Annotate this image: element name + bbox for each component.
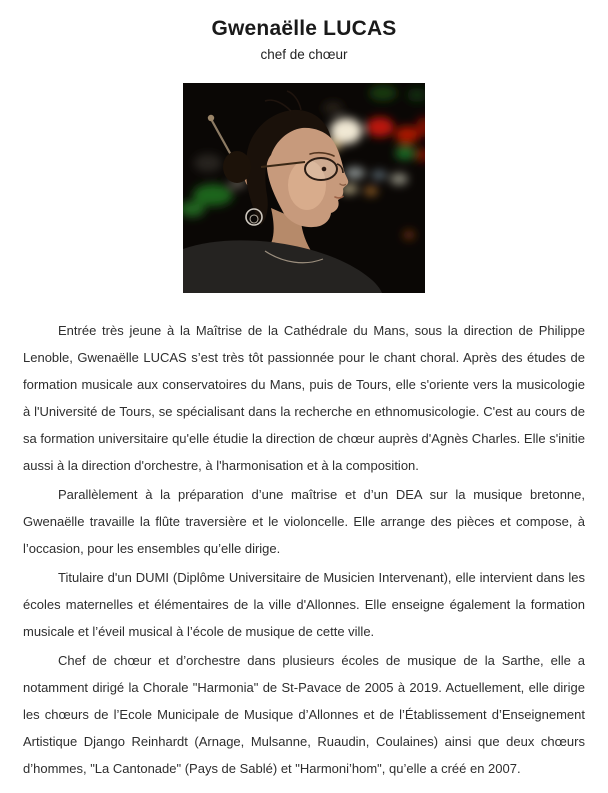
hair-stick-knob	[208, 115, 214, 121]
page-title: Gwenaëlle LUCAS	[211, 17, 397, 40]
portrait-photo	[183, 83, 425, 293]
page-subtitle: chef de chœur	[260, 47, 348, 62]
biography-paragraph-4: Chef de chœur et d’orchestre dans plusieurs écoles de musique de la Sarthe, elle a notamment dirigé la Chorale "Harmonia" de St-Pavace de 2005 à 2019. Actuellement, elle dirige les chœurs de l’Ecole Municipale de Musique d’Allonnes et de l’Établissement d’Enseignement Artistique Django Reinhardt (Arnage, Mulsanne, Ruaudin, Coulaines) ainsi que deux chœurs d’hommes, "La Cantonade" (Pays de Sablé) et "Harmoni’hom", qu’elle a créé en 2007.	[23, 653, 585, 776]
hair-bun	[223, 151, 251, 183]
biography-paragraph-2: Parallèlement à la préparation d’une maîtrise et d’un DEA sur la musique bretonne, Gwenaëlle travaille la flûte traversière et le violoncelle. Elle arrange des pièces et compose, à l’occasion, pour les ensembles qu’elle dirige.	[23, 487, 585, 556]
eye	[322, 167, 327, 172]
glasses-lens	[305, 158, 337, 180]
biography-paragraph-3: Titulaire d'un DUMI (Diplôme Universitaire de Musicien Intervenant), elle intervient dans les écoles maternelles et élémentaires de la ville d'Allonnes. Elle enseigne également la formation musicale et l’éveil musical à l’école de musique de cette ville.	[23, 570, 585, 639]
biography	[23, 317, 585, 782]
biography-paragraph-1: Entrée très jeune à la Maîtrise de la Cathédrale du Mans, sous la direction de Philippe Lenoble, Gwenaëlle LUCAS s’est très tôt passionnée pour le chant choral. Après des études de formation musicale aux conservatoires du Mans, puis de Tours, elle s'oriente vers la musicologie à l'Université de Tours, se spécialisant dans la recherche en ethnomusicologie. C'est au cours de sa formation universitaire qu'elle étudie la direction de chœur auprès d'Agnès Charles. Elle s'initie aussi à la direction d'orchestre, à l'harmonisation et à la composition.	[23, 323, 585, 473]
